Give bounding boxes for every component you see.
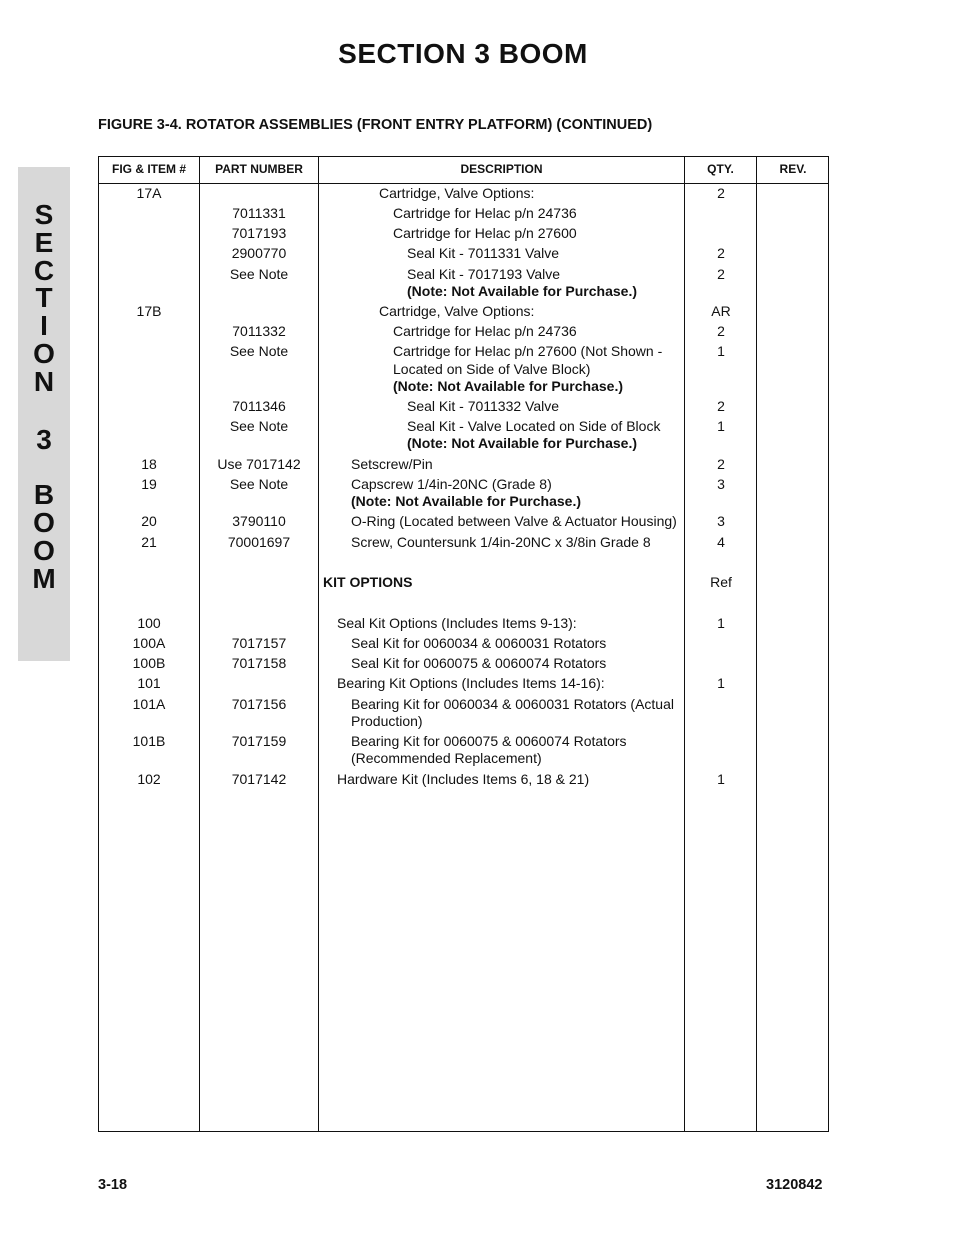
header-rev: REV. <box>779 162 807 176</box>
table-cell-part: See Note <box>229 476 289 492</box>
table-cell-desc: Seal Kit for 0060075 & 0060074 Rotators <box>351 655 607 671</box>
header-item: FIG & ITEM # <box>111 162 186 176</box>
table-cell-desc: Located on Side of Valve Block) <box>393 361 591 377</box>
side-tab-letter: E <box>34 227 54 258</box>
side-tab-letter: O <box>33 507 55 538</box>
table-cell-item: 19 <box>141 476 157 492</box>
table-cell-qty: 1 <box>717 343 725 359</box>
table-cell-qty: 2 <box>717 266 725 282</box>
table-cell-desc: (Note: Not Available for Purchase.) <box>407 435 638 451</box>
table-cell-qty: 1 <box>717 771 725 787</box>
table-cell-qty: 1 <box>717 418 725 434</box>
table-cell-item: 101A <box>132 696 166 712</box>
table-cell-part: 7017142 <box>231 771 287 787</box>
figure-title: FIGURE 3-4. ROTATOR ASSEMBLIES (FRONT ENTRY PLATFORM) (CONTINUED) <box>98 117 653 133</box>
table-cell-desc: Production) <box>351 713 423 729</box>
table-cell-part: Use 7017142 <box>217 456 301 472</box>
table-cell-desc: Bearing Kit Options (Includes Items 14-16): <box>337 675 605 691</box>
column-divider <box>756 157 757 1131</box>
table-cell-part: 7011332 <box>232 323 286 339</box>
table-cell-qty: 1 <box>717 615 725 631</box>
side-tab-letter: 3 <box>36 424 52 455</box>
side-tab-letter: N <box>33 366 55 397</box>
side-tab-letter: C <box>33 255 55 286</box>
table-cell-desc: Cartridge, Valve Options: <box>379 185 535 201</box>
parts-table <box>98 156 829 1132</box>
table-cell-desc: Seal Kit - 7017193 Valve <box>407 266 561 282</box>
table-cell-desc: Seal Kit Options (Includes Items 9-13): <box>337 615 577 631</box>
table-cell-item: 17B <box>136 303 162 319</box>
table-cell-desc: Screw, Countersunk 1/4in-20NC x 3/8in Grade 8 <box>351 534 651 550</box>
table-cell-part: 7011346 <box>232 398 286 414</box>
table-cell-part: See Note <box>229 266 289 282</box>
page-number: 3-18 <box>98 1177 128 1193</box>
table-cell-item: 100 <box>137 615 161 631</box>
table-cell-desc: (Note: Not Available for Purchase.) <box>393 378 624 394</box>
column-divider <box>318 157 319 1131</box>
page-title: SECTION 3 BOOM <box>338 38 588 69</box>
header-qty: QTY. <box>707 162 734 176</box>
table-cell-qty: 2 <box>717 456 725 472</box>
header-divider <box>99 183 828 184</box>
table-cell-desc: Seal Kit - 7011332 Valve <box>407 398 560 414</box>
table-cell-desc: Seal Kit - 7011331 Valve <box>407 245 560 261</box>
side-tab-letter: M <box>32 563 56 594</box>
table-cell-item: 102 <box>137 771 161 787</box>
table-cell-item: 100A <box>132 635 166 651</box>
table-cell-desc: Bearing Kit for 0060034 & 0060031 Rotators (Actual <box>351 696 674 712</box>
table-cell-desc: (Note: Not Available for Purchase.) <box>351 493 582 509</box>
table-cell-desc: Cartridge for Helac p/n 24736 <box>393 323 577 339</box>
section-side-tab <box>18 167 70 661</box>
table-cell-qty: 3 <box>717 513 725 529</box>
table-cell-item: 20 <box>141 513 157 529</box>
table-cell-desc: Seal Kit - Valve Located on Side of Block <box>407 418 661 434</box>
table-cell-desc: (Recommended Replacement) <box>351 750 542 766</box>
table-cell-item: 21 <box>141 534 157 550</box>
table-cell-part: 7017159 <box>231 733 287 749</box>
side-tab-letter: T <box>35 282 53 313</box>
table-cell-desc: Setscrew/Pin <box>351 456 433 472</box>
table-cell-part: 7017193 <box>231 225 287 241</box>
table-cell-part: 7017156 <box>231 696 287 712</box>
table-cell-part: 7011331 <box>232 205 286 221</box>
table-cell-desc: Seal Kit for 0060034 & 0060031 Rotators <box>351 635 607 651</box>
table-cell-qty: 2 <box>717 245 725 261</box>
table-cell-qty: Ref <box>710 574 732 590</box>
table-cell-item: 100B <box>132 655 166 671</box>
table-cell-item: 101B <box>132 733 166 749</box>
side-tab-letter: I <box>40 310 48 341</box>
table-cell-item: 101 <box>137 675 161 691</box>
table-cell-qty: 2 <box>717 398 725 414</box>
table-cell-desc: Cartridge for Helac p/n 27600 (Not Shown - <box>393 343 663 359</box>
table-cell-item: 17A <box>136 185 162 201</box>
table-cell-part: See Note <box>229 343 289 359</box>
table-cell-item: 18 <box>141 456 157 472</box>
header-description: DESCRIPTION <box>460 162 543 176</box>
table-cell-part: See Note <box>229 418 289 434</box>
column-divider <box>684 157 685 1131</box>
table-cell-part: 3790110 <box>232 513 286 529</box>
table-cell-qty: 3 <box>717 476 725 492</box>
table-cell-qty: 1 <box>717 675 725 691</box>
side-tab-letter: O <box>33 535 55 566</box>
side-tab-letter: B <box>33 479 55 510</box>
header-part-number: PART NUMBER <box>215 162 303 176</box>
table-cell-desc: (Note: Not Available for Purchase.) <box>407 283 638 299</box>
table-cell-desc: Hardware Kit (Includes Items 6, 18 & 21) <box>337 771 590 787</box>
side-tab-letter: O <box>33 338 55 369</box>
table-cell-qty: 4 <box>717 534 725 550</box>
table-cell-desc: KIT OPTIONS <box>323 574 413 590</box>
document-number: 3120842 <box>766 1177 823 1193</box>
table-cell-desc: Bearing Kit for 0060075 & 0060074 Rotators <box>351 733 627 749</box>
table-cell-qty: 2 <box>717 323 725 339</box>
side-tab-letter: S <box>34 199 54 230</box>
table-cell-qty: AR <box>711 303 731 319</box>
table-cell-part: 7017158 <box>231 655 287 671</box>
table-cell-desc: O-Ring (Located between Valve & Actuator Housing) <box>351 513 677 529</box>
table-cell-part: 7017157 <box>231 635 287 651</box>
table-cell-part: 70001697 <box>227 534 291 550</box>
table-cell-desc: Cartridge for Helac p/n 24736 <box>393 205 577 221</box>
table-cell-qty: 2 <box>717 185 725 201</box>
table-cell-desc: Capscrew 1/4in-20NC (Grade 8) <box>351 476 552 492</box>
table-cell-part: 2900770 <box>231 245 287 261</box>
table-cell-desc: Cartridge, Valve Options: <box>379 303 535 319</box>
table-cell-desc: Cartridge for Helac p/n 27600 <box>393 225 577 241</box>
